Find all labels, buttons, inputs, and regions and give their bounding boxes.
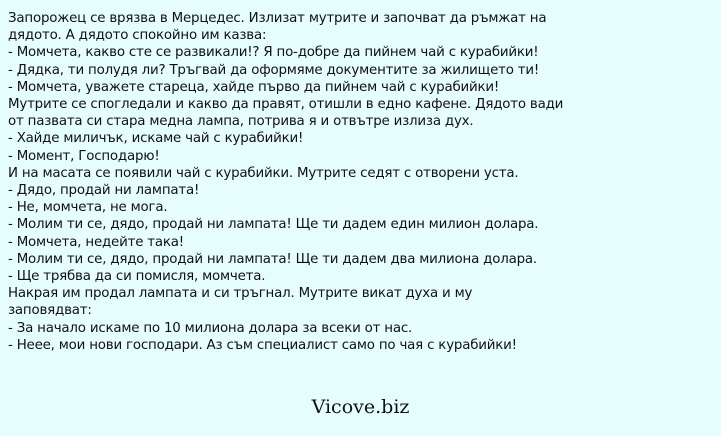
- joke-line-10: И на масата се появили чай с курабийки. Мутрите седят с отворени уста.: [8, 165, 519, 181]
- joke-line-18: заповядват:: [8, 303, 92, 319]
- joke-text: [8, 10, 713, 354]
- joke-line-3: - Момчета, какво сте се развикали!? Я по-добре да пийнем чай с курабийки!: [8, 45, 539, 61]
- joke-line-13: - Молим ти се, дядо, продай ни лампата! Ще ти дадем един милион долара.: [8, 217, 539, 233]
- joke-line-15: - Молим ти се, дядо, продай ни лампата! Ще ти дадем два милиона долара.: [8, 251, 537, 267]
- joke-line-6: Мутрите се спогледали и какво да правят, отишли в едно кафене. Дядото вади: [8, 97, 564, 113]
- joke-line-14: - Момчета, недейте така!: [8, 234, 184, 250]
- site-footer-label: Vicove.biz: [311, 396, 410, 418]
- joke-line-20: - Неее, мои нови господари. Аз съм специалист само по чая с курабийки!: [8, 337, 517, 353]
- joke-line-5: - Момчета, уважете стареца, хайде първо да пийнем чай с курабийки!: [8, 79, 500, 95]
- joke-line-12: - Не, момчета, не мога.: [8, 200, 168, 216]
- joke-line-9: - Момент, Господарю!: [8, 148, 160, 164]
- joke-line-7: от пазвата си стара медна лампа, потрива я и отвътре излиза дух.: [8, 114, 474, 130]
- joke-line-4: - Дядка, ти полудя ли? Тръгвай да оформяме документите за жилището ти!: [8, 62, 540, 78]
- joke-line-1: Запорожец се врязва в Мерцедес. Излизат мутрите и започват да ръмжат на: [8, 11, 547, 26]
- joke-line-16: - Ще трябва да си помисля, момчета.: [8, 269, 266, 285]
- joke-line-11: - Дядо, продай ни лампата!: [8, 183, 200, 199]
- joke-line-19: - За начало искаме по 10 милиона долара за всеки от нас.: [8, 320, 413, 336]
- joke-line-2: дядото. А дядото спокойно им казва:: [8, 28, 267, 44]
- joke-line-8: - Хайде миличък, искаме чай с курабийки!: [8, 131, 304, 147]
- joke-line-17: Накрая им продал лампата и си тръгнал. Мутрите викат духа и му: [8, 286, 473, 302]
